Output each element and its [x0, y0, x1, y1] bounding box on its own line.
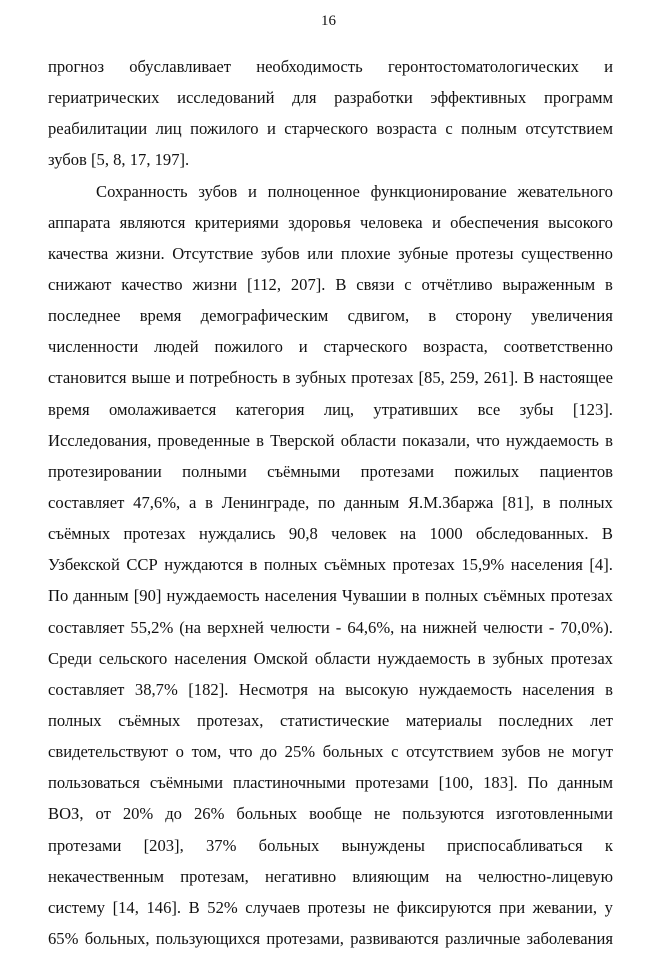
page-number: 16 [321, 13, 336, 29]
text-line: прогноз обуславливает необходимость геронтостоматологических и [48, 57, 613, 76]
text-line: систему [14, 146]. В 52% случаев протезы не фиксируются при жевании, у [48, 897, 613, 917]
text-line: Среди сельского населения Омской области нуждаемость в зубных протезах [48, 648, 613, 668]
text-line: снижают качество жизни [112, 207]. В связи с отчётливо выраженным в [48, 274, 613, 294]
text-line: численности людей пожилого и старческого возраста, соответственно [48, 337, 613, 357]
text-line: съёмных протезах нуждались 90,8 человек на 1000 обследованных. В [48, 524, 613, 544]
text-line: некачественным протезам, негативно влияющим на челюстно-лицевую [48, 866, 613, 886]
text-line: ВОЗ, от 20% до 26% больных вообще не пользуются изготовленными [48, 804, 613, 824]
text-line: составляет 55,2% (на верхней челюсти - 64,6%, на нижней челюсти - 70,0%). [48, 617, 613, 637]
text-line: составляет 47,6%, а в Ленинграде, по данным Я.М.Збаржа [81], в полных [48, 492, 613, 512]
text-line: По данным [90] нуждаемость населения Чувашии в полных съёмных протезах [48, 586, 613, 606]
body-text [48, 53, 613, 956]
text-line: составляет 38,7% [182]. Несмотря на высокую нуждаемость населения в [48, 679, 613, 699]
text-line: свидетельствуют о том, что до 25% больных с отсутствием зубов не могут [48, 742, 613, 762]
text-line: последнее время демографическим сдвигом, в сторону увеличения [48, 306, 613, 326]
text-line: аппарата являются критериями здоровья человека и обеспечения высокого [48, 212, 613, 232]
text-line: 65% больных, пользующихся протезами, развиваются различные заболевания [48, 928, 613, 948]
text-line: гериатрических исследований для разработки эффективных программ [48, 88, 613, 108]
text-line: Узбекской ССР нуждаются в полных съёмных протезах 15,9% населения [4]. [48, 555, 613, 575]
text-line: пользоваться съёмными пластиночными протезами [100, 183]. По данным [48, 773, 613, 793]
text-line: зубов [5, 8, 17, 197]. [48, 150, 190, 170]
text-line: Исследования, проведенные в Тверской области показали, что нуждаемость в [48, 430, 613, 450]
text-line: Сохранность зубов и полноценное функционирование жевательного [96, 181, 613, 201]
text-line: становится выше и потребность в зубных протезах [85, 259, 261]. В настоящее [48, 368, 613, 388]
text-line: качества жизни. Отсутствие зубов или плохие зубные протезы существенно [48, 243, 613, 263]
text-line: протезами [203], 37% больных вынуждены приспосабливаться к [48, 835, 613, 855]
text-line: полных съёмных протезах, статистические материалы последних лет [48, 710, 613, 730]
text-line: реабилитации лиц пожилого и старческого возраста с полным отсутствием [48, 119, 613, 139]
text-line: протезировании полными съёмными протезами пожилых пациентов [48, 461, 613, 481]
text-line: время омолаживается категория лиц, утративших все зубы [123]. [48, 399, 613, 419]
